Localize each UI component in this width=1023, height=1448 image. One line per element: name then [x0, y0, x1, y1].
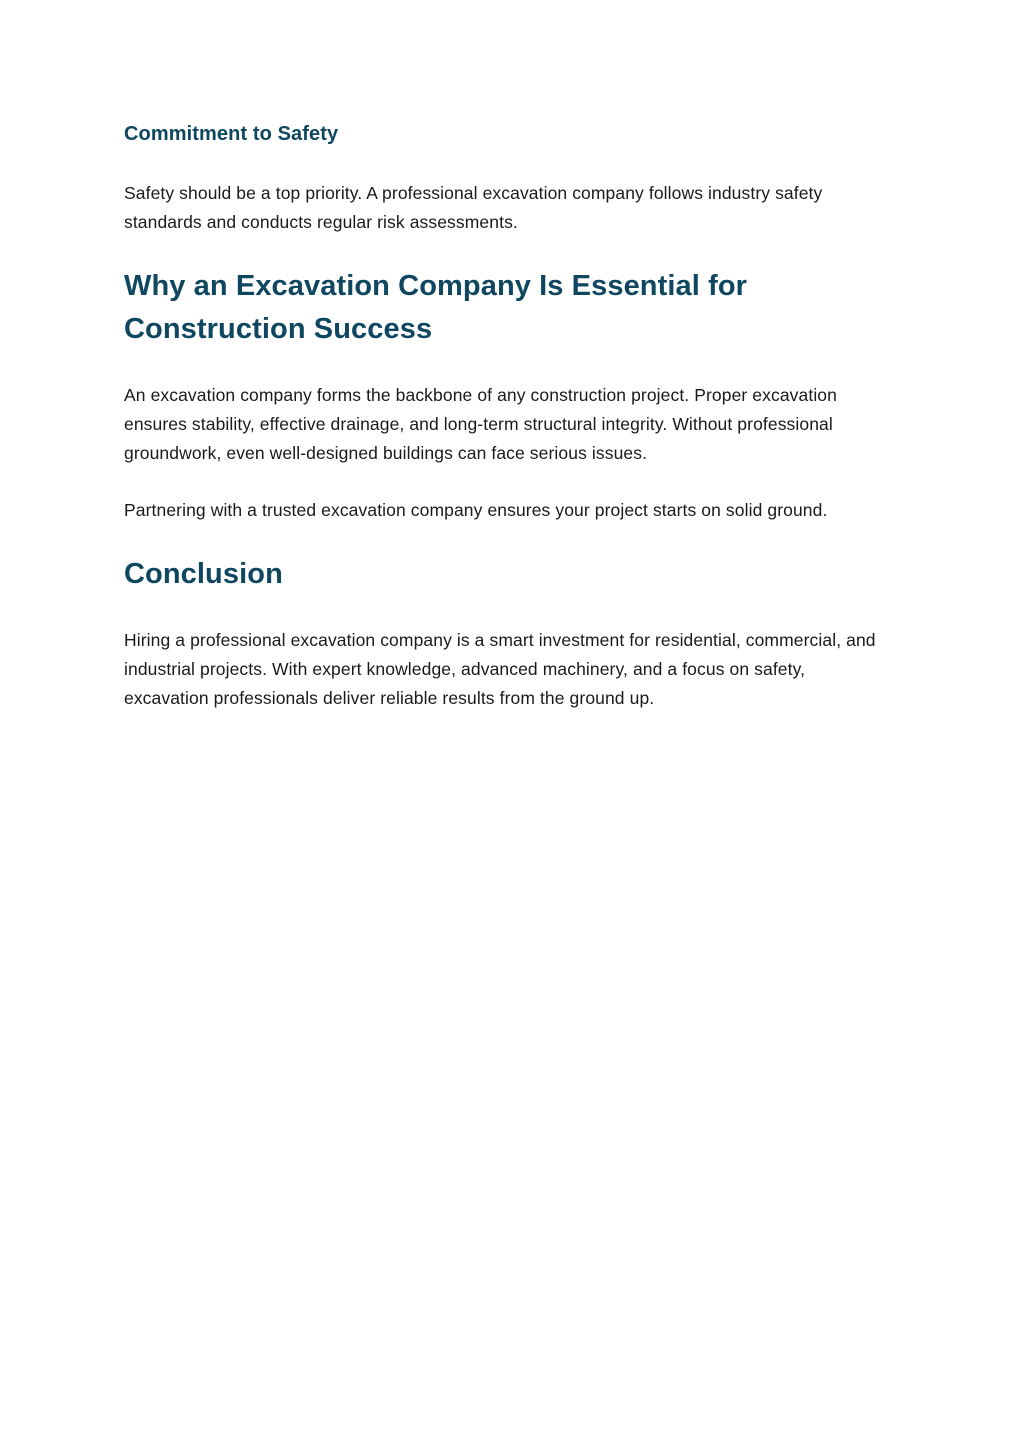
- document-content: [0, 0, 1023, 713]
- paragraph-safety-priority: Safety should be a top priority. A professional excavation company follows industry safety standards and conducts regular risk assessments.: [124, 183, 823, 232]
- paragraph-partnering-trusted: Partnering with a trusted excavation company ensures your project starts on solid ground.: [124, 500, 828, 520]
- heading-commitment-to-safety: Commitment to Safety: [124, 123, 339, 145]
- heading-conclusion: Conclusion: [124, 558, 283, 590]
- paragraph-excavation-backbone: An excavation company forms the backbone of any construction project. Proper excavation ensures stability, effective drainage, and long-term structural integrity. Without professional groundwork, even well-designed buildings can face serious issues.: [124, 385, 837, 463]
- paragraph-conclusion: Hiring a professional excavation company is a smart investment for residential, commercial, and industrial projects. With expert knowledge, advanced machinery, and a focus on safety, excavation professionals deliver reliable results from the ground up.: [124, 630, 876, 708]
- heading-why-excavation-essential: Why an Excavation Company Is Essential for Construction Success: [124, 270, 748, 345]
